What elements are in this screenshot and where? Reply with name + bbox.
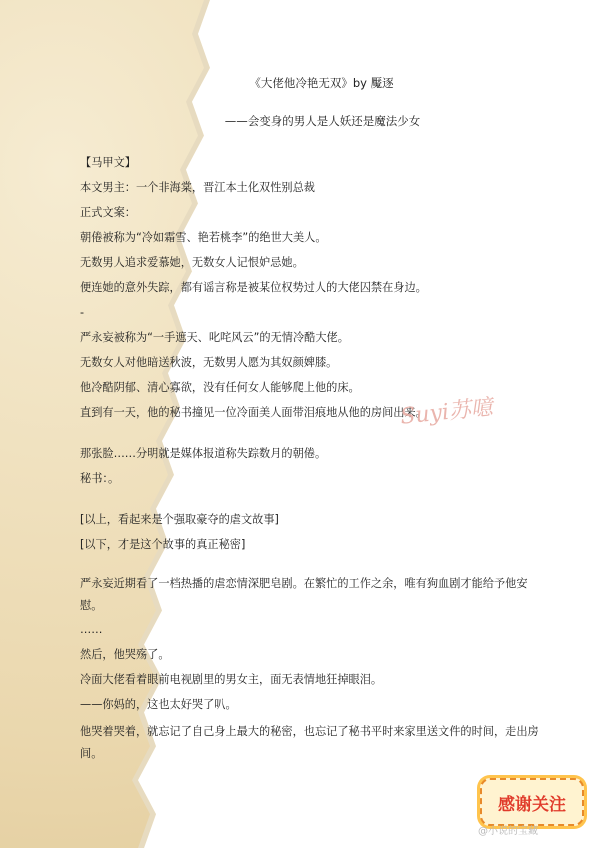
text-line: 无数女人对他暗送秋波，无数男人愿为其奴颜婢膝。 [80, 356, 338, 369]
separator-dash: - [80, 306, 85, 319]
text-line: 【马甲文】 [80, 156, 136, 169]
text-line: 冷面大佬看着眼前电视剧里的男女主，面无表情地狂掉眼泪。 [80, 673, 383, 686]
text-line: 严永妄被称为“一手遮天、叱咤风云”的无情冷酷大佬。 [80, 331, 349, 344]
text-line: 他冷酷阴郁、清心寡欲，没有任何女人能够爬上他的床。 [80, 381, 360, 394]
blurb-block-1 [80, 150, 545, 425]
text-line: 秘书：。 [80, 472, 120, 485]
text-line: 那张脸……分明就是媒体报道称失踪数月的朝倦。 [80, 447, 327, 460]
text-line: …… [80, 623, 103, 636]
book-subtitle: ——会变身的男人是人妖还是魔法少女 [224, 114, 421, 128]
text-line: ——你妈的，这也太好哭了叭。 [80, 698, 237, 711]
blurb-block-3 [80, 507, 545, 557]
watermark: Suyi苏噫 [399, 395, 494, 430]
text-line: [以上，看起来是个强取豪夺的虐文故事] [80, 513, 279, 526]
text-line: 本文男主：一个非海棠，晋江本土化双性别总裁 [80, 181, 315, 194]
blurb-block-2 [80, 441, 545, 491]
book-title: 《大佬他冷艳无双》by 魘逐 [249, 76, 394, 90]
paragraph: 他哭着哭着，就忘记了自己身上最大的秘密，也忘记了秘书平时来家里送文件的时间，走出房间。 [80, 725, 539, 760]
paragraph: 严永妄近期看了一档热播的虐恋情深肥皂剧。在繁忙的工作之余，唯有狗血剧才能给予他安慰。 [80, 577, 528, 612]
blurb-block-4 [80, 573, 545, 765]
thanks-sticker: 感谢关注 [480, 778, 584, 826]
text-line: 无数男人追求爱慕她，无数女人记恨妒忌她。 [80, 256, 304, 269]
text-line: 然后，他哭殇了。 [80, 648, 170, 661]
text-line: [以下，才是这个故事的真正秘密] [80, 538, 246, 551]
text-line: 便连她的意外失踪，都有谣言称是被某位权势过人的大佬囚禁在身边。 [80, 281, 427, 294]
text-line: 正式文案： [80, 206, 136, 219]
text-line: 朝倦被称为“冷如霜雪、艳若桃李”的绝世大美人。 [80, 231, 327, 244]
footer-watermark: @小说的宝藏 [478, 826, 538, 837]
text-line: 直到有一天，他的秘书撞见一位冷面美人面带泪痕地从他的房间出来。 [80, 406, 427, 419]
